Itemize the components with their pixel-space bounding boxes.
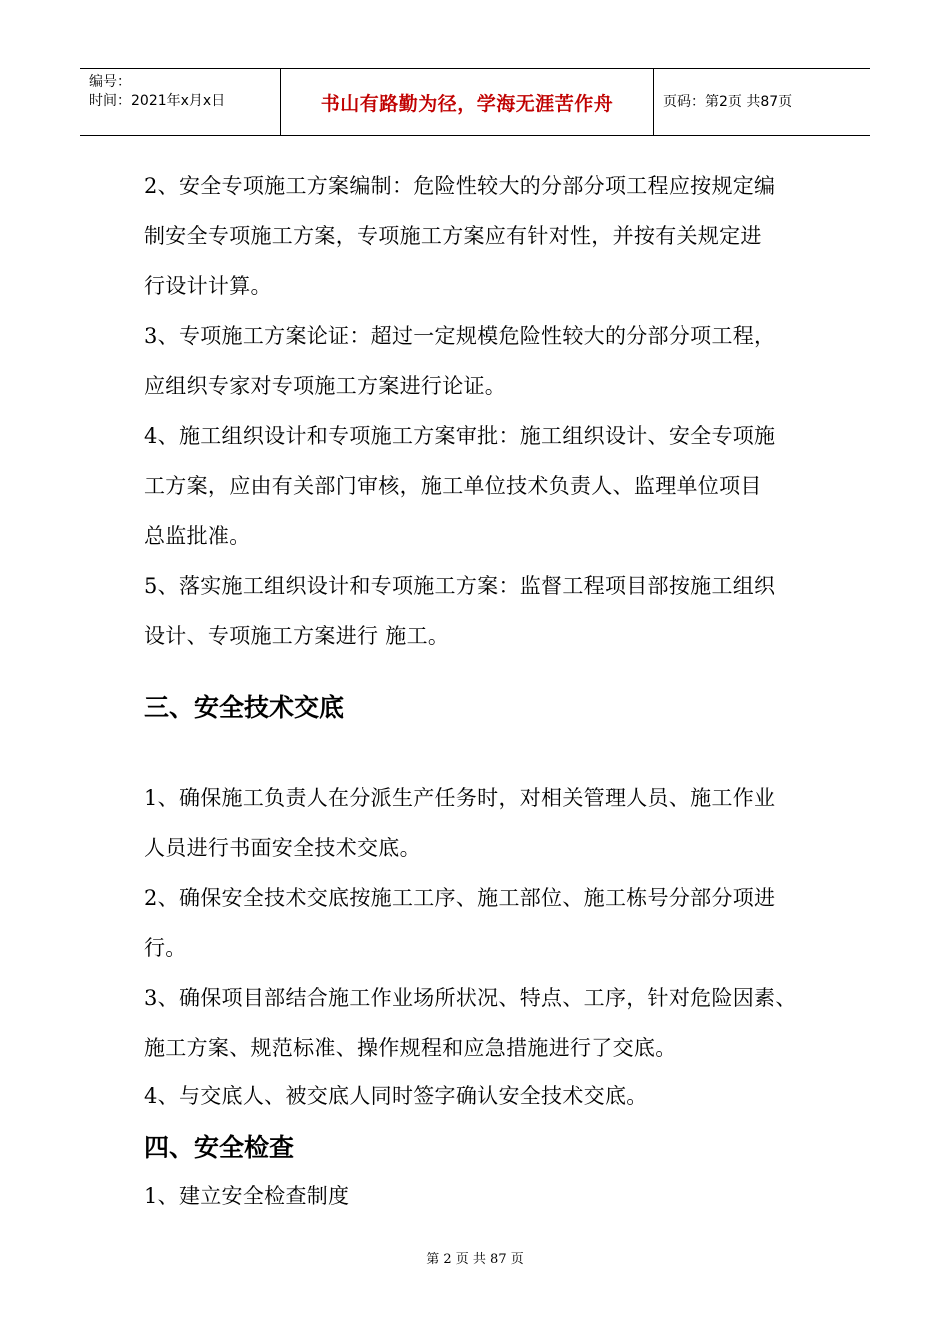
paragraph-line: 4、与交底人、被交底人同时签字确认安全技术交底。 bbox=[144, 1084, 648, 1108]
paragraph-line: 应组织专家对专项施工方案进行论证。 bbox=[144, 374, 507, 398]
paragraph-line: 设计、专项施工方案进行 施工。 bbox=[144, 624, 450, 648]
paragraph-line: 施工方案、规范标准、操作规程和应急措施进行了交底。 bbox=[144, 1036, 677, 1060]
paragraph-line: 2、安全专项施工方案编制：危险性较大的分部分项工程应按规定编 bbox=[144, 174, 776, 198]
paragraph-line: 制安全专项施工方案，专项施工方案应有针对性，并按有关规定进 bbox=[144, 224, 762, 248]
paragraph-line: 4、施工组织设计和专项施工方案审批：施工组织设计、安全专项施 bbox=[144, 424, 776, 448]
section-heading-4: 四、安全检查 bbox=[144, 1133, 295, 1162]
paragraph-line: 3、确保项目部结合施工作业场所状况、特点、工序，针对危险因素、 bbox=[144, 986, 797, 1010]
paragraph-line: 2、确保安全技术交底按施工工序、施工部位、施工栋号分部分项进 bbox=[144, 886, 776, 910]
document-header bbox=[80, 68, 870, 136]
paragraph-line: 3、专项施工方案论证：超过一定规模危险性较大的分部分项工程， bbox=[144, 324, 776, 348]
paragraph-line: 行。 bbox=[144, 936, 187, 960]
header-page-cell bbox=[654, 69, 870, 135]
document-number: 编号： bbox=[89, 74, 131, 90]
paragraph-line: 工方案，应由有关部门审核，施工单位技术负责人、监理单位项目 bbox=[144, 474, 762, 498]
paragraph-line: 5、落实施工组织设计和专项施工方案：监督工程项目部按施工组织 bbox=[144, 574, 776, 598]
header-motto: 书山有路勤为径，学海无涯苦作舟 bbox=[320, 92, 614, 115]
document-date: 时间：2021年x月x日 bbox=[89, 93, 226, 109]
header-page-info: 页码：第2页 共87页 bbox=[663, 93, 793, 110]
header-meta-cell bbox=[80, 69, 281, 135]
page-footer: 第 2 页 共 87 页 bbox=[426, 1252, 524, 1267]
paragraph-line: 1、建立安全检查制度 bbox=[144, 1184, 350, 1208]
paragraph-line: 1、确保施工负责人在分派生产任务时，对相关管理人员、施工作业 bbox=[144, 786, 776, 810]
paragraph-line: 人员进行书面安全技术交底。 bbox=[144, 836, 421, 860]
paragraph-line: 行设计计算。 bbox=[144, 274, 272, 298]
section-heading-3: 三、安全技术交底 bbox=[144, 693, 345, 722]
header-motto-cell bbox=[281, 69, 654, 135]
paragraph-line: 总监批准。 bbox=[144, 524, 251, 548]
